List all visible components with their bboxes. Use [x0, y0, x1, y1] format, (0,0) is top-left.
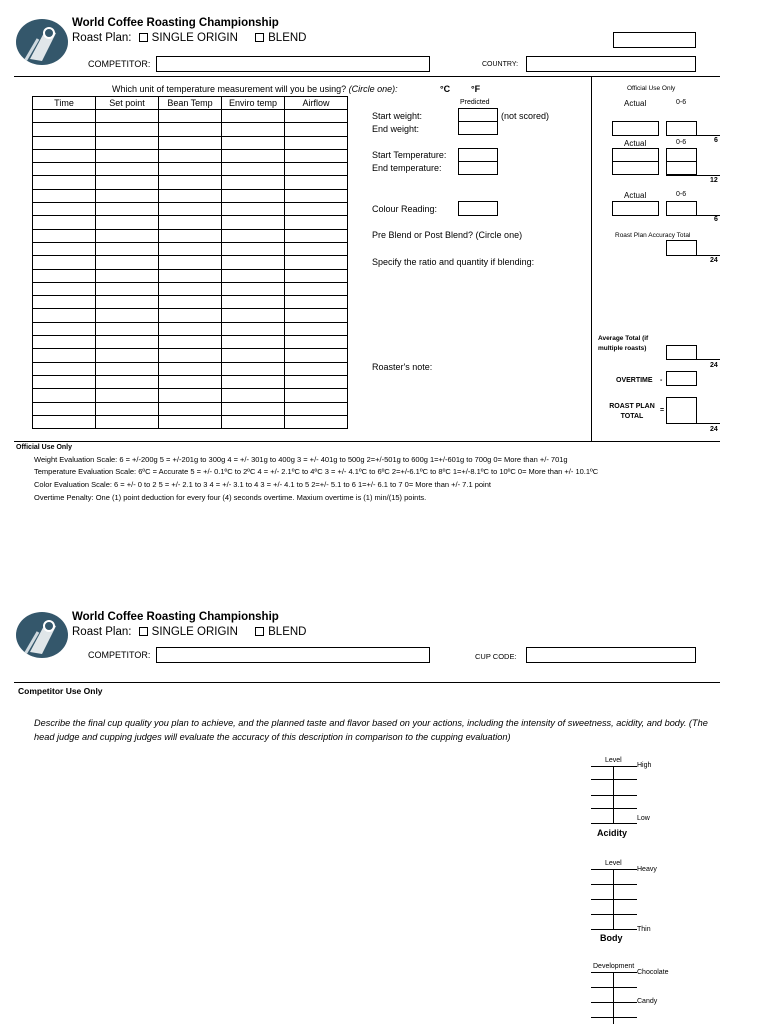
- blend-ratio-label: Specify the ratio and quantity if blending:: [372, 257, 535, 267]
- competitor-label-2: COMPETITOR:: [88, 650, 151, 660]
- table-cell[interactable]: [33, 136, 96, 149]
- table-cell[interactable]: [33, 322, 96, 335]
- start-temp-input[interactable]: [458, 148, 498, 162]
- table-cell[interactable]: [33, 176, 96, 189]
- table-cell[interactable]: [33, 149, 96, 162]
- table-cell[interactable]: [96, 149, 159, 162]
- table-cell[interactable]: [33, 163, 96, 176]
- wcrc-logo: [16, 19, 68, 65]
- col-time: Time: [33, 97, 96, 110]
- table-cell[interactable]: [285, 349, 348, 362]
- table-cell[interactable]: [96, 389, 159, 402]
- max-temp: 12: [710, 177, 718, 184]
- roast-plan-row-2: [72, 626, 307, 638]
- body-tick: [591, 869, 637, 870]
- table-row: [33, 296, 348, 309]
- header-code-box[interactable]: [613, 32, 696, 48]
- table-cell[interactable]: [159, 362, 222, 375]
- country-label: COUNTRY:: [482, 61, 519, 68]
- table-row: [33, 309, 348, 322]
- table-cell[interactable]: [159, 229, 222, 242]
- pre-post-blend-label: Pre Blend or Post Blend? (Circle one): [372, 230, 523, 240]
- score-temp-underline: [666, 175, 720, 176]
- table-cell[interactable]: [285, 415, 348, 428]
- single-origin-checkbox[interactable]: [139, 33, 148, 42]
- body-heavy-label: Heavy: [637, 866, 657, 873]
- accuracy-total-box[interactable]: [666, 240, 697, 256]
- actual-label-weight: Actual: [624, 99, 647, 108]
- roast-plan-total-sign: =: [660, 407, 665, 414]
- accuracy-total-underline: [666, 255, 720, 256]
- table-cell[interactable]: [222, 136, 285, 149]
- colour-reading-label: Colour Reading:: [372, 204, 438, 214]
- end-temp-input[interactable]: [458, 161, 498, 175]
- actual-colour-box[interactable]: [612, 201, 659, 216]
- accuracy-total-max: 24: [710, 257, 718, 264]
- single-origin-label: SINGLE ORIGIN: [151, 32, 238, 44]
- competitor-input[interactable]: [156, 56, 430, 72]
- table-cell[interactable]: [159, 415, 222, 428]
- table-cell[interactable]: [33, 216, 96, 229]
- table-row: [33, 362, 348, 375]
- roast-plan-total-max: 24: [710, 426, 718, 433]
- table-row: [33, 322, 348, 335]
- table-cell[interactable]: [285, 269, 348, 282]
- table-cell[interactable]: [222, 256, 285, 269]
- end-weight-input[interactable]: [458, 121, 498, 135]
- table-cell[interactable]: [33, 203, 96, 216]
- max-colour: 6: [714, 216, 718, 223]
- table-cell[interactable]: [33, 123, 96, 136]
- roast-plan-label: Roast Plan:: [72, 32, 132, 44]
- unit-celsius[interactable]: °C: [440, 84, 451, 94]
- table-cell[interactable]: [222, 149, 285, 162]
- weight-scale: Weight Evaluation Scale: 6 = +/-200g 5 = +/-201g to 300g 4 = +/- 301g to 400g 3 = +/- 401g to 500g 2=+/-501g to 600g 1=+/-601g to 700g 0= More than +/- 701g: [34, 455, 568, 464]
- acidity-tick: [591, 808, 637, 809]
- range-label-weight: 0-6: [676, 99, 687, 106]
- table-cell[interactable]: [222, 296, 285, 309]
- acidity-tick: [591, 823, 637, 824]
- blend-label: BLEND: [268, 32, 307, 44]
- roast-log-table: [32, 96, 348, 429]
- table-cell[interactable]: [96, 269, 159, 282]
- acidity-tick: [591, 795, 637, 796]
- official-use-header: Official Use Only: [627, 85, 676, 92]
- acidity-title: Acidity: [597, 828, 628, 838]
- table-cell[interactable]: [285, 309, 348, 322]
- table-cell[interactable]: [96, 110, 159, 123]
- table-cell[interactable]: [33, 375, 96, 388]
- table-cell[interactable]: [33, 349, 96, 362]
- competitor-input-2[interactable]: [156, 647, 430, 663]
- scales-official-header: Official Use Only: [16, 444, 73, 451]
- table-cell[interactable]: [159, 136, 222, 149]
- temp-unit-question: Which unit of temperature measurement will you be using? (Circle one):: [112, 84, 398, 94]
- table-cell[interactable]: [96, 415, 159, 428]
- table-cell[interactable]: [159, 402, 222, 415]
- header-divider: [14, 76, 720, 77]
- acidity-level-label: Level: [605, 757, 622, 764]
- table-cell[interactable]: [222, 349, 285, 362]
- col-enviro-temp: Enviro temp: [222, 97, 285, 110]
- table-cell[interactable]: [159, 322, 222, 335]
- table-cell[interactable]: [96, 229, 159, 242]
- overtime-box[interactable]: [666, 371, 697, 386]
- header2-divider: [14, 682, 720, 683]
- table-cell[interactable]: [33, 402, 96, 415]
- table-cell[interactable]: [33, 389, 96, 402]
- table-cell[interactable]: [159, 189, 222, 202]
- table-cell[interactable]: [159, 282, 222, 295]
- table-cell[interactable]: [285, 296, 348, 309]
- blend-label-2: BLEND: [268, 626, 307, 638]
- end-temp-label: End temperature:: [372, 163, 442, 173]
- table-row: [33, 242, 348, 255]
- table-cell[interactable]: [96, 282, 159, 295]
- table-cell[interactable]: [159, 203, 222, 216]
- table-cell[interactable]: [222, 176, 285, 189]
- table-row: [33, 136, 348, 149]
- table-cell[interactable]: [96, 322, 159, 335]
- page-title: World Coffee Roasting Championship: [72, 17, 279, 29]
- table-cell[interactable]: [96, 256, 159, 269]
- score-colour-box[interactable]: [666, 201, 697, 216]
- roast-plan-total-label: ROAST PLAN TOTAL: [609, 403, 655, 420]
- table-row: [33, 269, 348, 282]
- table-cell[interactable]: [222, 322, 285, 335]
- table-cell[interactable]: [33, 256, 96, 269]
- table-cell[interactable]: [159, 375, 222, 388]
- blend-checkbox-2[interactable]: [255, 627, 264, 636]
- table-cell[interactable]: [33, 229, 96, 242]
- table-cell[interactable]: [222, 282, 285, 295]
- table-cell[interactable]: [159, 242, 222, 255]
- table-cell[interactable]: [96, 336, 159, 349]
- body-tick: [591, 899, 637, 900]
- acidity-tick: [591, 779, 637, 780]
- development-tick: [591, 1017, 637, 1018]
- score-colour-underline: [666, 215, 720, 216]
- actual-label-colour: Actual: [624, 191, 647, 200]
- table-row: [33, 402, 348, 415]
- table-cell[interactable]: [159, 389, 222, 402]
- roast-plan-total-underline: [666, 423, 720, 424]
- actual-label-temp: Actual: [624, 139, 647, 148]
- start-temp-label: Start Temperature:: [372, 150, 447, 160]
- table-row: [33, 203, 348, 216]
- table-cell[interactable]: [159, 123, 222, 136]
- body-thin-label: Thin: [637, 926, 651, 933]
- single-origin-label-2: SINGLE ORIGIN: [151, 626, 238, 638]
- body-level-label: Level: [605, 860, 622, 867]
- table-row: [33, 389, 348, 402]
- table-row: [33, 349, 348, 362]
- average-total-underline: [666, 359, 720, 360]
- table-row: [33, 375, 348, 388]
- table-cell[interactable]: [96, 242, 159, 255]
- table-cell[interactable]: [159, 216, 222, 229]
- end-weight-label: End weight:: [372, 124, 420, 134]
- development-tick: [591, 987, 637, 988]
- table-cell[interactable]: [222, 402, 285, 415]
- section1-bottom-divider: [14, 441, 720, 442]
- table-row: [33, 189, 348, 202]
- table-cell[interactable]: [159, 269, 222, 282]
- accuracy-total-label: Roast Plan Accuracy Total: [615, 232, 691, 239]
- table-cell[interactable]: [33, 296, 96, 309]
- table-cell[interactable]: [222, 216, 285, 229]
- score-end-temp-box[interactable]: [666, 161, 697, 175]
- table-cell[interactable]: [285, 149, 348, 162]
- acidity-tick: [591, 766, 637, 767]
- official-column-divider: [591, 77, 592, 441]
- table-cell[interactable]: [96, 375, 159, 388]
- table-cell[interactable]: [285, 322, 348, 335]
- body-tick: [591, 929, 637, 930]
- actual-start-temp-box[interactable]: [612, 148, 659, 162]
- table-cell[interactable]: [285, 176, 348, 189]
- table-cell[interactable]: [222, 189, 285, 202]
- table-cell[interactable]: [96, 176, 159, 189]
- body-tick: [591, 914, 637, 915]
- table-cell[interactable]: [159, 110, 222, 123]
- table-cell[interactable]: [33, 242, 96, 255]
- cup-code-label: CUP CODE:: [475, 652, 517, 661]
- table-cell[interactable]: [159, 349, 222, 362]
- table-cell[interactable]: [285, 402, 348, 415]
- table-cell[interactable]: [222, 375, 285, 388]
- score-weight-underline: [666, 135, 720, 136]
- table-row: [33, 110, 348, 123]
- body-tick: [591, 884, 637, 885]
- table-row: [33, 229, 348, 242]
- table-row: [33, 163, 348, 176]
- not-scored-note: (not scored): [501, 111, 550, 121]
- development-tick: [591, 972, 637, 973]
- table-cell[interactable]: [159, 163, 222, 176]
- table-cell[interactable]: [159, 296, 222, 309]
- development-candy-label: Candy: [637, 998, 658, 1005]
- roast-plan-row: [72, 32, 307, 44]
- start-weight-input[interactable]: [458, 108, 498, 122]
- table-cell[interactable]: [33, 269, 96, 282]
- col-set-point: Set point: [96, 97, 159, 110]
- table-row: [33, 123, 348, 136]
- table-cell[interactable]: [285, 136, 348, 149]
- actual-end-temp-box[interactable]: [612, 161, 659, 175]
- table-cell[interactable]: [96, 349, 159, 362]
- table-cell[interactable]: [33, 415, 96, 428]
- table-cell[interactable]: [222, 203, 285, 216]
- table-cell[interactable]: [222, 242, 285, 255]
- table-cell[interactable]: [96, 216, 159, 229]
- table-cell[interactable]: [222, 309, 285, 322]
- table-cell[interactable]: [33, 309, 96, 322]
- description-prompt: Describe the final cup quality you plan to achieve, and the planned taste and flavor based on your actions, including the intensity of sweetness, acidity, and body. (The head judge and cupping judges will evaluate the accuracy of this description in comparison to the cupping evaluation): [34, 718, 708, 742]
- average-total-label: Average Total (if multiple roasts): [598, 335, 649, 352]
- table-cell[interactable]: [285, 336, 348, 349]
- average-total-max: 24: [710, 362, 718, 369]
- table-cell[interactable]: [33, 362, 96, 375]
- table-cell[interactable]: [159, 336, 222, 349]
- table-cell[interactable]: [285, 189, 348, 202]
- table-cell[interactable]: [285, 362, 348, 375]
- page-title-2: World Coffee Roasting Championship: [72, 611, 279, 623]
- col-bean-temp: Bean Temp: [159, 97, 222, 110]
- country-input[interactable]: [526, 56, 696, 72]
- coffee-grinder-icon: [16, 612, 68, 658]
- unit-fahrenheit[interactable]: °F: [471, 84, 481, 94]
- table-cell[interactable]: [159, 256, 222, 269]
- table-cell[interactable]: [222, 336, 285, 349]
- table-cell[interactable]: [222, 415, 285, 428]
- roast-plan-label-2: Roast Plan:: [72, 626, 132, 638]
- table-cell[interactable]: [285, 389, 348, 402]
- blend-checkbox[interactable]: [255, 33, 264, 42]
- table-cell[interactable]: [96, 123, 159, 136]
- score-weight-box[interactable]: [666, 121, 697, 136]
- table-cell[interactable]: [285, 163, 348, 176]
- table-cell[interactable]: [222, 389, 285, 402]
- table-cell[interactable]: [33, 282, 96, 295]
- acidity-high-label: High: [637, 762, 652, 769]
- table-cell[interactable]: [222, 229, 285, 242]
- table-row: [33, 176, 348, 189]
- table-cell[interactable]: [96, 362, 159, 375]
- coffee-grinder-icon: [16, 19, 68, 65]
- table-row: [33, 415, 348, 428]
- table-cell[interactable]: [222, 110, 285, 123]
- table-row: [33, 256, 348, 269]
- colour-reading-input[interactable]: [458, 201, 498, 216]
- development-label: Development: [593, 963, 635, 970]
- score-start-temp-box[interactable]: [666, 148, 697, 162]
- temperature-scale: Temperature Evaluation Scale: 6ºC = Accurate 5 = +/- 0.1ºC to 2ºC 4 = +/- 2.1ºC to 4ºC 3 = +/- 4.1ºC to 6ºC 2=+/-6.1ºC to 8ºC 1=+/-8.1ºC to 10ºC 0= More than +/- 10.1ºC: [34, 467, 599, 476]
- overtime-sign: -: [660, 377, 663, 384]
- table-cell[interactable]: [33, 110, 96, 123]
- table-cell[interactable]: [222, 163, 285, 176]
- table-cell[interactable]: [285, 123, 348, 136]
- table-cell[interactable]: [222, 362, 285, 375]
- competitor-label: COMPETITOR:: [88, 59, 151, 69]
- table-cell[interactable]: [285, 229, 348, 242]
- table-cell[interactable]: [285, 256, 348, 269]
- competitor-use-only: Competitor Use Only: [18, 686, 103, 696]
- table-cell[interactable]: [96, 136, 159, 149]
- table-cell[interactable]: [285, 110, 348, 123]
- table-cell[interactable]: [285, 216, 348, 229]
- wcrc-logo-2: [16, 612, 68, 658]
- table-cell[interactable]: [159, 149, 222, 162]
- single-origin-checkbox-2[interactable]: [139, 627, 148, 636]
- table-cell[interactable]: [222, 269, 285, 282]
- table-cell[interactable]: [285, 203, 348, 216]
- table-row: [33, 336, 348, 349]
- cup-code-input[interactable]: [526, 647, 696, 663]
- table-cell[interactable]: [285, 375, 348, 388]
- average-total-box[interactable]: [666, 345, 697, 360]
- table-cell[interactable]: [222, 123, 285, 136]
- table-cell[interactable]: [33, 189, 96, 202]
- actual-weight-box[interactable]: [612, 121, 659, 136]
- table-cell[interactable]: [96, 163, 159, 176]
- development-tick: [591, 1002, 637, 1003]
- col-airflow: Airflow: [285, 97, 348, 110]
- table-row: [33, 282, 348, 295]
- table-cell[interactable]: [96, 296, 159, 309]
- start-weight-label: Start weight:: [372, 111, 423, 121]
- body-title: Body: [600, 933, 623, 943]
- range-label-temp: 0-6: [676, 139, 687, 146]
- overtime-label: OVERTIME: [616, 377, 653, 384]
- roast-table-body: [33, 110, 348, 429]
- max-weight: 6: [714, 137, 718, 144]
- development-chocolate-label: Chocolate: [637, 969, 669, 976]
- table-cell[interactable]: [96, 309, 159, 322]
- table-cell[interactable]: [96, 402, 159, 415]
- table-cell[interactable]: [285, 242, 348, 255]
- table-cell[interactable]: [33, 336, 96, 349]
- table-cell[interactable]: [159, 309, 222, 322]
- range-label-colour: 0-6: [676, 191, 687, 198]
- roast-plan-total-box[interactable]: [666, 397, 697, 424]
- table-cell[interactable]: [159, 176, 222, 189]
- predicted-label: Predicted: [460, 99, 490, 106]
- roasters-note-label: Roaster's note:: [372, 362, 433, 372]
- table-cell[interactable]: [96, 203, 159, 216]
- table-row: [33, 149, 348, 162]
- table-cell[interactable]: [96, 189, 159, 202]
- table-cell[interactable]: [285, 282, 348, 295]
- table-row: [33, 216, 348, 229]
- overtime-penalty: Overtime Penalty: One (1) point deduction for every four (4) seconds overtime. Maxium overtime is (1) min/(15) points.: [34, 493, 427, 502]
- table-header-row: [33, 97, 348, 110]
- acidity-low-label: Low: [637, 815, 650, 822]
- color-scale: Color Evaluation Scale: 6 = +/- 0 to 2 5 = +/- 2.1 to 3 4 = +/- 3.1 to 4 3 = +/- 4.1 to 5 2=+/- 5.1 to 6 1=+/- 6.1 to 7 0= More than +/- 7.1 point: [34, 480, 491, 489]
